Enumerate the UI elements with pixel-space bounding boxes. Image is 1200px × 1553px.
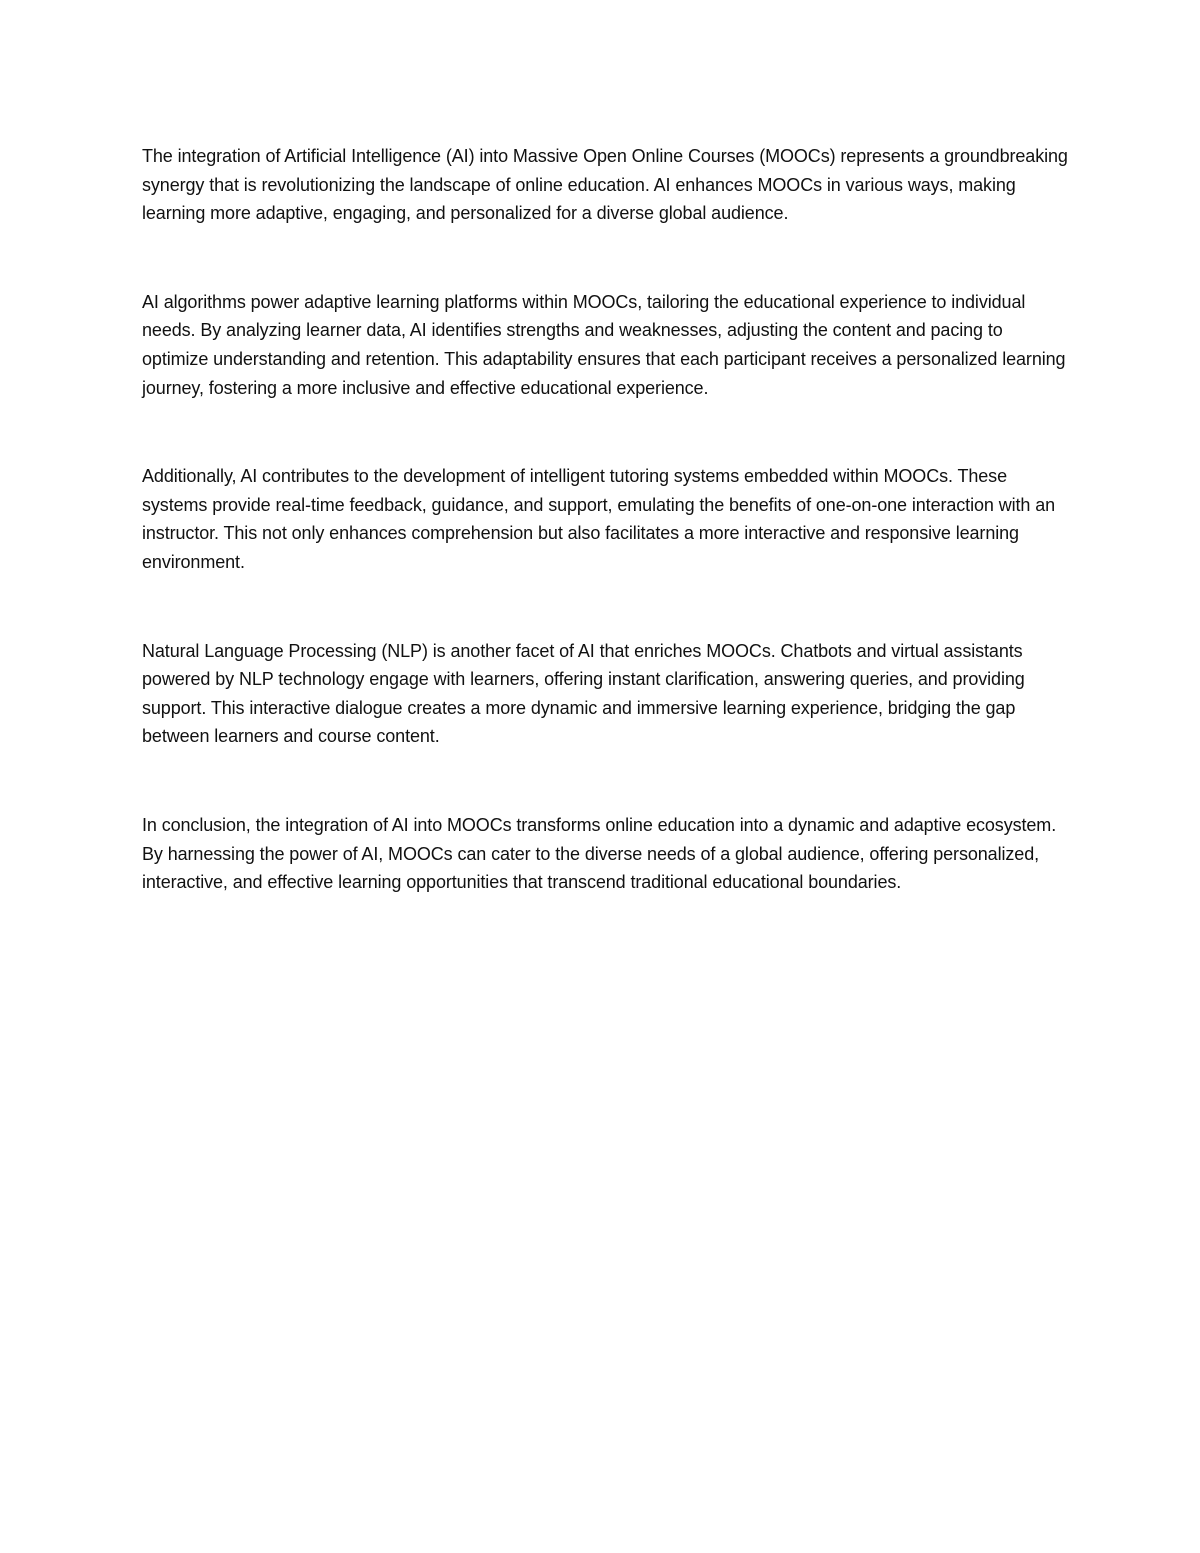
paragraph-nlp: Natural Language Processing (NLP) is another facet of AI that enriches MOOCs. Chatbots and virtual assistants powered by NLP technology engage with learners, offering instant clarification, answering queries, and providing support. This interactive dialogue creates a more dynamic and immersive learning experience, bridging the gap between learners and course content.	[142, 640, 1025, 747]
paragraph-adaptive-learning: AI algorithms power adaptive learning platforms within MOOCs, tailoring the educational experience to individual needs. By analyzing learner data, AI identifies strengths and weaknesses, adjusting the content and pacing to optimize understanding and retention. This adaptability ensures that each participant receives a personalized learning journey, fostering a more inclusive and effective educational experience.	[142, 291, 1066, 398]
paragraph-intro: The integration of Artificial Intelligence (AI) into Massive Open Online Courses (MOOCs) represents a groundbreaking synergy that is revolutionizing the landscape of online education. AI enhances MOOCs in various ways, making learning more adaptive, engaging, and personalized for a diverse global audience.	[142, 146, 1068, 224]
paragraph-intelligent-tutoring: Additionally, AI contributes to the development of intelligent tutoring systems embedded within MOOCs. These systems provide real-time feedback, guidance, and support, emulating the benefits of one-on-one interaction with an instructor. This not only enhances comprehension but also facilitates a more interactive and responsive learning environment.	[142, 466, 1056, 572]
document-body	[142, 142, 1072, 897]
paragraph-conclusion: In conclusion, the integration of AI into MOOCs transforms online education into a dynamic and adaptive ecosystem. By harnessing the power of AI, MOOCs can cater to the diverse needs of a global audience, offering personalized, interactive, and effective learning opportunities that transcend traditional educational boundaries.	[142, 814, 1057, 893]
